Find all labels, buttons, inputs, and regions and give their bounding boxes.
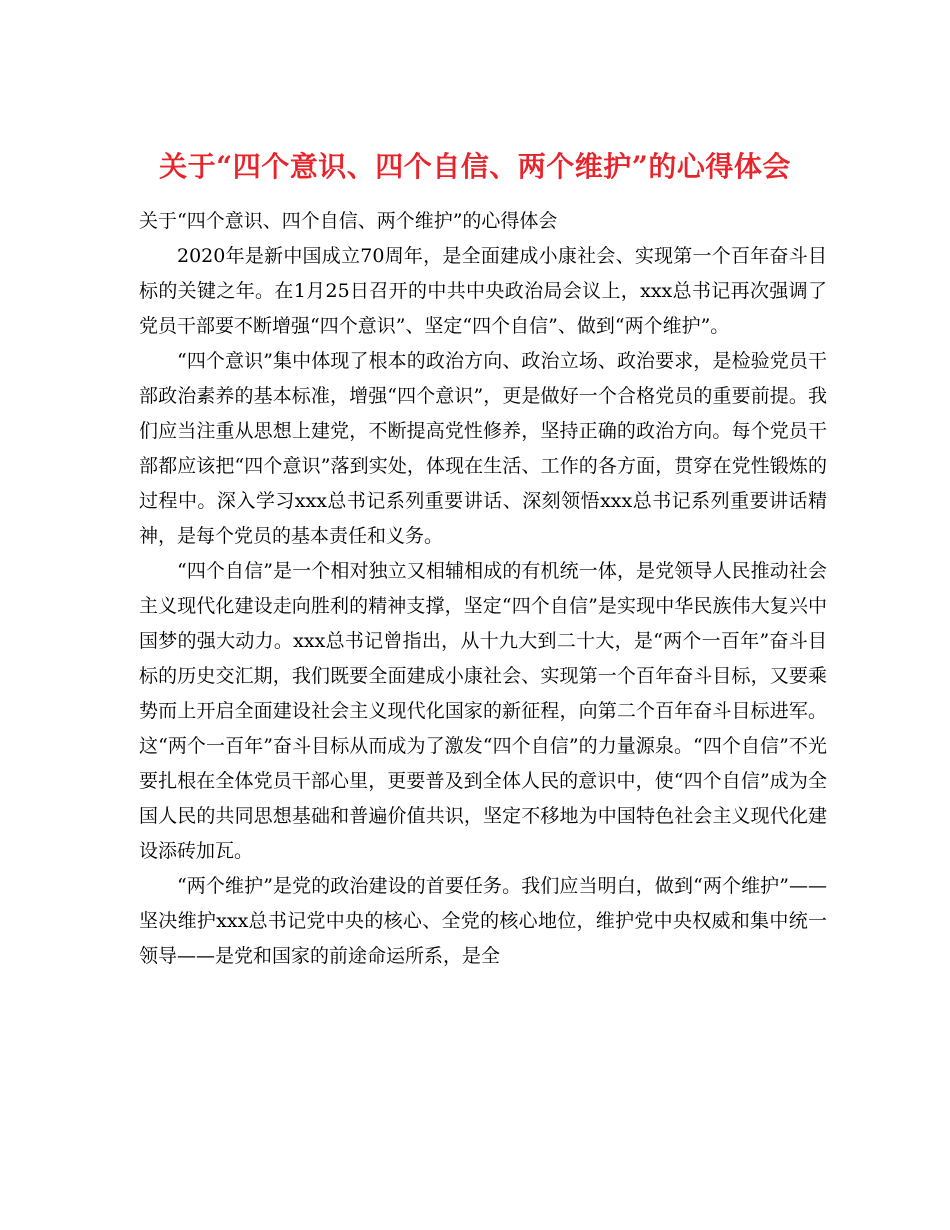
document-body (139, 204, 827, 974)
document-subtitle: 关于“四个意识、四个自信、两个维护”的心得体会 (139, 210, 558, 232)
paragraph-3: “四个自信”是一个相对独立又相辅相成的有机统一体，是党领导人民推动社会主义现代化建设走向胜利的精神支撑，坚定“四个自信”是实现中华民族伟大复兴中国梦的强大动力。xxx总书记曾指出，从十九大到二十大，是“两个一百年”奋斗目标的历史交汇期，我们既要全面建成小康社会、实现第一个百年奋斗目标，又要乘势而上开启全面建设社会主义现代化国家的新征程，向第二个百年奋斗目标进军。这“两个一百年”奋斗目标从而成为了激发“四个自信”的力量源泉。“四个自信”不光要扎根在全体党员干部心里，更要普及到全体人民的意识中，使“四个自信”成为全国人民的共同思想基础和普遍价值共识，坚定不移地为中国特色社会主义现代化建设添砖加瓦。 (139, 560, 827, 862)
paragraph-1: 2020年是新中国成立70周年，是全面建成小康社会、实现第一个百年奋斗目标的关键之年。在1月25日召开的中共中央政治局会议上，xxx总书记再次强调了党员干部要不断增强“四个意识”、坚定“四个自信”、做到“两个维护”。 (139, 245, 827, 337)
paragraph-2: “四个意识”集中体现了根本的政治方向、政治立场、政治要求，是检验党员干部政治素养的基本标准，增强“四个意识”，更是做好一个合格党员的重要前提。我们应当注重从思想上建党，不断提高党性修养，坚持正确的政治方向。每个党员干部都应该把“四个意识”落到实处，体现在生活、工作的各方面，贯穿在党性锻炼的过程中。深入学习xxx总书记系列重要讲话、深刻领悟xxx总书记系列重要讲话精神，是每个党员的基本责任和义务。 (139, 350, 827, 547)
paragraph-4: “两个维护”是党的政治建设的首要任务。我们应当明白，做到“两个维护”——坚决维护xxx总书记党中央的核心、全党的核心地位，维护党中央权威和集中统一领导——是党和国家的前途命运所系，是全 (139, 875, 827, 967)
document-title: 关于“四个意识、四个自信、两个维护”的心得体会 (159, 149, 791, 183)
